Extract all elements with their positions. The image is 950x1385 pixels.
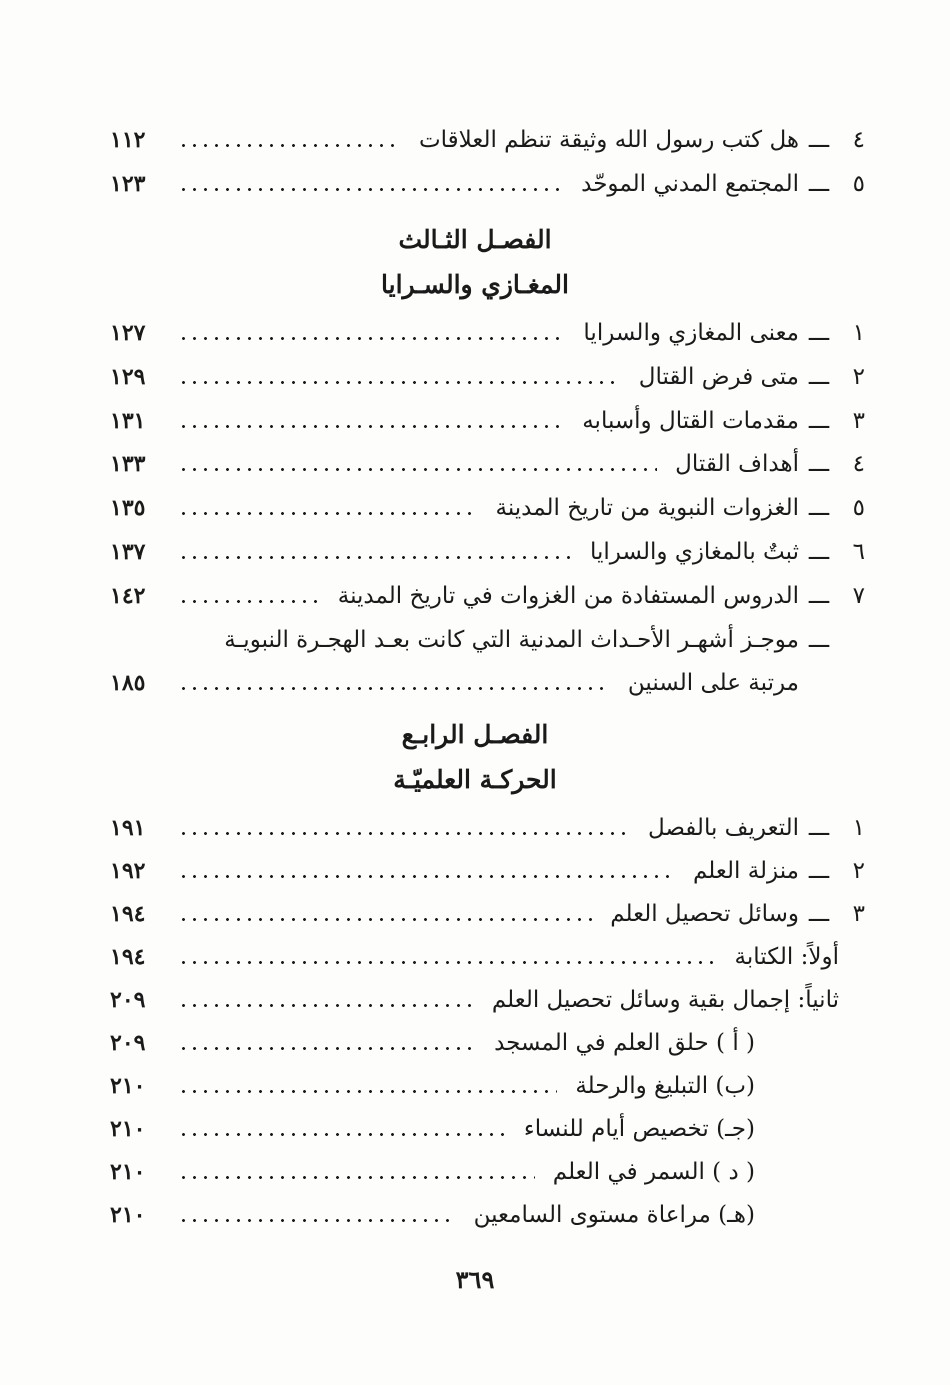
entry-title: ثبتٌ بالمغازي والسرايا bbox=[590, 539, 799, 565]
toc-subsubentry bbox=[110, 1066, 865, 1106]
entry-title: المجتمع المدني الموحّد bbox=[581, 171, 799, 197]
entry-page: ١٩٤ bbox=[110, 944, 146, 970]
entry-number: ٢ bbox=[852, 858, 865, 884]
toc-entry bbox=[110, 894, 865, 934]
toc-entry bbox=[110, 488, 865, 528]
dot-leader bbox=[178, 381, 621, 384]
entry-number: ٣ bbox=[852, 901, 865, 927]
entry-page: ١٢٧ bbox=[110, 320, 146, 346]
entry-number: ٣ bbox=[852, 408, 865, 434]
chapter-subtitle: الحركـة العلميّـة bbox=[393, 765, 557, 794]
dot-leader bbox=[178, 425, 564, 428]
toc-entry bbox=[110, 808, 865, 848]
toc-entry bbox=[110, 164, 865, 204]
toc-subentry bbox=[110, 980, 865, 1020]
dot-leader bbox=[178, 1047, 476, 1050]
entry-page: ٢٠٩ bbox=[110, 987, 146, 1013]
entry-page: ١٩٢ bbox=[110, 858, 146, 884]
dot-leader bbox=[178, 468, 657, 471]
toc-entry bbox=[110, 444, 865, 484]
entry-page: ١٢٩ bbox=[110, 364, 146, 390]
entry-dash: ـــ bbox=[808, 858, 830, 884]
entry-page: ٢١٠ bbox=[110, 1202, 146, 1228]
entry-number: ٢ bbox=[852, 364, 865, 390]
entry-title: وسائل تحصيل العلم bbox=[610, 901, 799, 927]
entry-title: منزلة العلم bbox=[692, 858, 799, 884]
entry-page: ١٩٤ bbox=[110, 901, 146, 927]
subentry-title: ثانياً: إجمال بقية وسائل تحصيل العلم bbox=[491, 987, 839, 1013]
entry-dash: ـــ bbox=[808, 495, 830, 521]
entry-dash: ـــ bbox=[808, 364, 830, 390]
subsubentry-title: (جـ) تخصيص أيام للنساء bbox=[523, 1116, 755, 1142]
dot-leader bbox=[178, 1004, 474, 1007]
entry-dash: ـــ bbox=[808, 451, 830, 477]
entry-dash: ـــ bbox=[808, 408, 830, 434]
entry-number: ٦ bbox=[852, 539, 865, 565]
entry-number: ٧ bbox=[852, 583, 865, 609]
subsubentry-title: (هـ) مراعاة مستوى السامعين bbox=[473, 1202, 755, 1228]
toc-subsubentry bbox=[110, 1195, 865, 1235]
entry-page: ٢١٠ bbox=[110, 1159, 146, 1185]
toc-subsubentry bbox=[110, 1152, 865, 1192]
entry-title: أهداف القتال bbox=[675, 451, 799, 477]
entry-title: معنى المغازي والسرايا bbox=[583, 320, 799, 346]
subsubentry-title: ( أ ) حلق العلم في المسجد bbox=[494, 1030, 755, 1056]
entry-title: التعريف بالفصل bbox=[647, 815, 799, 841]
entry-dash: ـــ bbox=[808, 583, 830, 609]
entry-page: ١٨٥ bbox=[110, 670, 146, 696]
subentry-title: أولاً: الكتابة bbox=[734, 944, 839, 970]
subsubentry-title: ( د ) السمر في العلم bbox=[552, 1159, 755, 1185]
toc-entry bbox=[110, 357, 865, 397]
entry-number: ٥ bbox=[852, 495, 865, 521]
entry-page: ١٤٢ bbox=[110, 583, 146, 609]
entry-page: ١١٢ bbox=[110, 127, 146, 153]
entry-title: مقدمات القتال وأسبابه bbox=[582, 408, 799, 434]
entry-page: ١٢٣ bbox=[110, 171, 146, 197]
entry-number: ٤ bbox=[852, 451, 865, 477]
entry-page: ٢١٠ bbox=[110, 1073, 146, 1099]
dot-leader bbox=[178, 961, 717, 964]
entry-dash: ـــ bbox=[808, 171, 830, 197]
entry-dash: ـــ bbox=[808, 815, 830, 841]
toc-entry bbox=[110, 532, 865, 572]
toc-subentry bbox=[110, 937, 865, 977]
summary-title-cont: مرتبة على السنين bbox=[627, 670, 799, 696]
dot-leader bbox=[178, 512, 477, 515]
dot-leader bbox=[178, 556, 572, 559]
entry-page: ١٣٣ bbox=[110, 451, 146, 477]
toc-entry bbox=[110, 576, 865, 616]
entry-number: ٤ bbox=[852, 127, 865, 153]
dot-leader bbox=[178, 875, 675, 878]
dot-leader bbox=[178, 188, 563, 191]
toc-subsubentry bbox=[110, 1109, 865, 1149]
toc-entry bbox=[110, 401, 865, 441]
entry-dash: ـــ bbox=[808, 127, 830, 153]
dot-leader bbox=[178, 600, 320, 603]
summary-title: موجـز أشهـر الأحـداث المدنية التي كانت بعـد الهجـرة النبويـة bbox=[224, 627, 799, 653]
toc-entry bbox=[110, 120, 865, 160]
dot-leader bbox=[178, 918, 592, 921]
dot-leader bbox=[178, 1090, 557, 1093]
subsubentry-title: (ب) التبليغ والرحلة bbox=[575, 1073, 755, 1099]
dot-leader bbox=[178, 687, 610, 690]
entry-number: ٥ bbox=[852, 171, 865, 197]
page-number: ٣٦٩ bbox=[455, 1265, 495, 1294]
toc-entry bbox=[110, 313, 865, 353]
entry-page: ١٣٧ bbox=[110, 539, 146, 565]
entry-title: الدروس المستفادة من الغزوات في تاريخ المدينة bbox=[337, 583, 799, 609]
entry-title: هل كتب رسول الله وثيقة تنظم العلاقات bbox=[418, 127, 799, 153]
entry-page: ١٣١ bbox=[110, 408, 146, 434]
entry-page: ٢٠٩ bbox=[110, 1030, 146, 1056]
entry-title: الغزوات النبوية من تاريخ المدينة bbox=[495, 495, 799, 521]
entry-dash: ـــ bbox=[808, 627, 830, 653]
entry-page: ١٣٥ bbox=[110, 495, 146, 521]
toc-summary-line1 bbox=[110, 620, 865, 660]
dot-leader bbox=[178, 144, 401, 147]
chapter-title: الفصـل الرابـع bbox=[401, 720, 549, 749]
dot-leader bbox=[178, 337, 565, 340]
chapter-subtitle: المغـازي والسـرايا bbox=[381, 270, 569, 299]
entry-page: ٢١٠ bbox=[110, 1116, 146, 1142]
chapter-title: الفصـل الثـالث bbox=[398, 225, 552, 254]
dot-leader bbox=[178, 832, 630, 835]
entry-dash: ـــ bbox=[808, 901, 830, 927]
dot-leader bbox=[178, 1219, 456, 1222]
dot-leader bbox=[178, 1133, 506, 1136]
entry-number: ١ bbox=[852, 815, 865, 841]
toc-subsubentry bbox=[110, 1023, 865, 1063]
entry-dash: ـــ bbox=[808, 320, 830, 346]
entry-page: ١٩١ bbox=[110, 815, 146, 841]
toc-entry bbox=[110, 663, 865, 703]
entry-title: متى فرض القتال bbox=[638, 364, 799, 390]
toc-entry bbox=[110, 851, 865, 891]
dot-leader bbox=[178, 1176, 535, 1179]
entry-dash: ـــ bbox=[808, 539, 830, 565]
entry-number: ١ bbox=[852, 320, 865, 346]
